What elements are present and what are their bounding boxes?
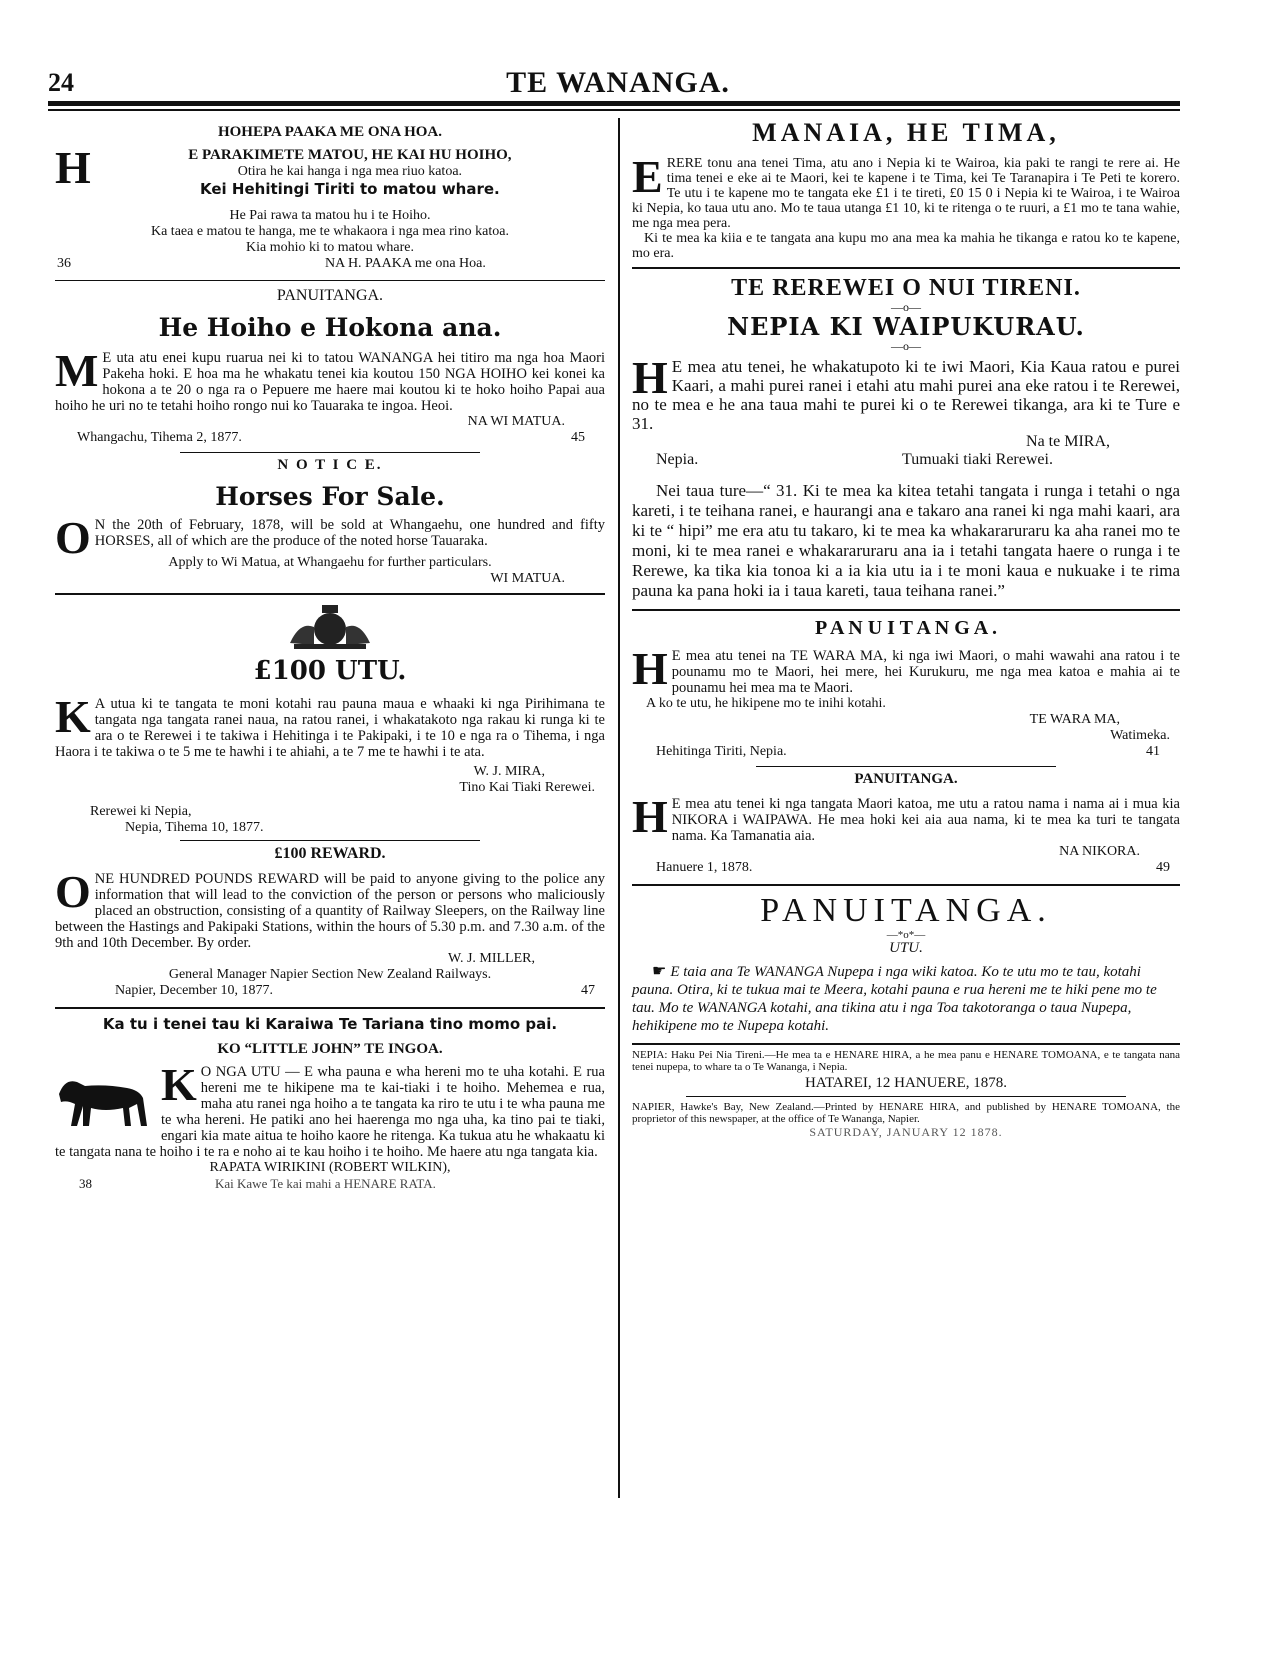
ad-manaia [632,118,1180,261]
ad-date: Hanuere 1, 1878. [656,860,753,875]
ad-signature: General Manager Napier Section New Zealand Railways. [168,967,492,982]
left-column [55,118,605,1194]
ad-line: Kia mohio ki to matou whare. [246,240,414,255]
ad-body: E mea atu tenei na TE WARA MA, ki nga iwi Maori, o mahi wawahi ana ratou i te pounamu mo te Maori, hei mere, hei Kurukuru, me nga mea katoa e mahia ai te pounamu hei mea ma te Maori. [671,648,1180,696]
horse-icon [55,1064,155,1134]
ad-line: He Pai rawa ta matou hu i te Hoiho. [229,208,431,223]
imprint [632,1049,1180,1140]
imprint-date-english: SATURDAY, JANUARY 12 1878. [809,1125,1003,1139]
ad-signature: NA WI MATUA. [467,414,565,429]
divider [55,593,605,595]
ad-title: PANUITANGA. [854,771,958,787]
header-rule-thin [48,109,1180,111]
ad-headline: He Hoiho e Hokona ana. [158,313,502,342]
royal-crest-icon [280,601,380,651]
ad-signature: W. J. MIRA, [473,764,545,779]
ad-rerewei [632,275,1180,601]
ad-number: 47 [581,983,595,998]
ad-place: Nepia. [656,451,699,468]
ad-title: N O T I C E. [277,457,383,473]
ad-notice-horses [55,457,605,587]
ad-signature: Na te MIRA, [1026,433,1110,450]
ad-little-john [55,1015,605,1194]
ad-title: PANUITANGA. [760,892,1052,929]
ad-body: E uta atu enei kupu ruarua nei ki to tatou WANANGA hei titiro ma nga hoa Maori Pakeha hoki. E hoa ma he whakatu tenei kia koutou 150 NGA HOIHO kei konei ka hokona a te 20 o nga ra o Pepuere me haere mai koutou ki te hoko hoiho Papai aua hoiho he uri no te tetahi hoiho rongo nui ko Tauaraka te ingoa. Heoi. [55,350,605,414]
divider [632,609,1180,611]
ad-title: HOHEPA PAAKA ME ONA HOA. [217,124,443,140]
column-divider [618,118,620,1498]
ad-place: Hehitinga Tiriti, Nepia. [656,744,787,759]
ad-signature: TE WARA MA, [1029,712,1120,727]
dropcap: O [55,512,91,563]
ad-reward-maori [55,601,605,836]
ad-title: TE REREWEI O NUI TIRENI. [731,275,1081,301]
header-rule-thick [48,101,1180,106]
divider [180,452,480,453]
ad-title: Ka tu i tenei tau ki Karaiwa Te Tariana tino momo pai. [102,1015,558,1033]
ad-signature: NA NIKORA. [1059,844,1140,859]
ad-signature: Tumuaki tiaki Rerewei. [902,451,1053,468]
ad-title: MANAIA, HE TIMA, [752,118,1060,147]
ad-date: Nepia, Tihema 10, 1877. [125,820,264,835]
ad-number: 38 [79,1176,92,1191]
ad-number: 36 [57,256,71,271]
ad-reward-english [55,845,605,1001]
ad-body: A ko te utu, he hikipene mo te inihi kotahi. [646,696,886,711]
ad-body: O NGA UTU — E wha pauna e wha hereni mo te uha kotahi. E rua hereni me te hikipene ma te kai-tiaki i te hoiho. Mehemea e rua, maha atu ranei nga hoiho a te tangata ka riro te utu i te wha pauna me te wha hereni. He patiki ano hei haerenga mo nga uha, ka tino pai te tiaki, engari kia mate aitua te hoiho kaore he ritenga. Ka tukua atu he whakaatu ki te tangata nana te hoiho i te ra e noho ai te kau hoiho i te hoiho. Me haere atu nga tangata kia. [55,1064,605,1160]
ad-hohepa-paaka [55,124,605,274]
divider [756,766,1056,767]
divider [55,280,605,281]
ad-subtitle: KO “LITTLE JOHN” TE INGOA. [217,1041,443,1057]
divider [180,840,480,841]
ad-apply: Apply to Wi Matua, at Whangaehu for further particulars. [168,555,492,570]
ad-headline: Horses For Sale. [215,482,445,511]
ad-subtitle: NEPIA KI WAIPUKURAU. [727,312,1085,341]
separator: —o— [891,339,921,353]
ad-line: Otira he kai hanga i nga mea riuo katoa. [237,164,463,179]
ad-title: P A N U I T A N G A . [814,617,998,639]
ad-panuitanga-nikora [632,771,1180,878]
ad-subtitle: UTU. [889,940,923,956]
divider [632,1043,1180,1045]
ad-signature: NA H. PAAKA me ona Hoa. [325,256,486,271]
ad-body: A utua ki te tangata te moni kotahi rau pauna maua e whaaki ki nga Pirihimana te tangata nga tangata ranei naua, na ratou ranei, i whakatakoto nga rakau ki runga ki te ara o te Rerewei i te takiwa i Hehitinga i te Pakipaki, i te 10 e nga ra o Tihema, i nga Haora i te takiwa o te 5 me te hawhi i te ahiahi, a te 7 me te hawhi i te ata. [55,696,605,760]
subscription-notice [632,892,1180,1035]
divider [632,884,1180,886]
page-number: 24 [48,68,74,97]
page-header [48,60,1178,100]
imprint-date: HATAREI, 12 HANUERE, 1878. [804,1075,1008,1091]
ad-date: Whangachu, Tihema 2, 1877. [77,430,242,445]
ad-signature: Watimeka. [1110,728,1170,743]
dropcap: O [55,866,91,917]
dropcap: H [55,142,91,193]
ad-body: E mea atu tenei ki nga tangata Maori katoa, me utu a ratou nama i nama ai i mua kia NIKORA i WAIPAWA. He mea hoki kei aia aua nama, ki te mea ka turi te tangata nama. Ka Tamanatia aia. [671,796,1180,844]
right-column [632,118,1180,1140]
imprint-maori: NEPIA: Haku Pei Nia Tireni.—He mea ta e HENARE HIRA, a he mea panu e HENARE TOMOANA, e te tangata nana tenei nupepa, to whare ta o Te Wananga, i Nepia. [632,1049,1180,1073]
ad-line: E PARAKIMETE MATOU, HE KAI HU HOIHO, [188,147,512,163]
separator: —o— [891,300,921,314]
ad-signature: Kai Kawe Te kai mahi a HENARE RATA. [215,1176,436,1191]
ad-body: Ki te mea ka kiia e te tangata ana kupu mo ana mea ka mahia he tikanga e ratou ko te kapene, mo era. [632,231,1180,261]
divider [632,267,1180,269]
dropcap: K [161,1059,197,1110]
ad-body: NE HUNDRED POUNDS REWARD will be paid to anyone giving to the police any information that will lead to the conviction of the person or persons who maliciously placed an obstruction, consisting of a quantity of Railway Sleepers, on the Railway line between the Hastings and Pakipaki Stations, within the hours of 5.30 p.m. and 7.30 a.m. of the 9th and 10th December. By order. [55,871,605,951]
imprint-english: NAPIER, Hawke's Bay, New Zealand.—Printed by HENARE HIRA, and published by HENARE TOMOANA, the proprietor of this newspaper, at the office of Te Wananga, Napier. [632,1101,1180,1125]
divider [55,1007,605,1009]
dropcap: M [55,345,99,396]
ad-body: RERE tonu ana tenei Tima, atu ano i Nepia ki te Wairoa, kia paki te rangi te rere ai. He tima tenei e eke ai te Maori, kei te kapene i te Tima, kei Te Taranapira i Te Peti te korero. Te utu i te kapene mo te tangata eke £1 i te tireti, £0 15 0 i Nepia ki te Wairoa, i te Wairoa ki Nepia, ko taua utu ano. Mo te taua utanga £1 10, ki te ritenga o te ruuri, a £1 mo te tana wahie, me nga mea pera. [632,156,1180,231]
ad-law-text: Nei taua ture—“ 31. Ki te mea ka kitea tetahi tangata i runga i tetahi o nga kareti, i te teihana ranei, e haurangi ana e takaro ana ranei ki nga mahi kaari, ara ki te “ hipi” me era atu tu takaro, ki te mea ka whakararuraru ka aha ranei mo te moni, ki te mea ranei e whakararuraru ana ia i tetahi tangata haere o runga i te Rerewe, ka tika kia tonoa ki a ia kia utu ia i te moni kaua e nukuake i te rima pauna ka pana hoki ia i taua kareti, taua teihana ranei.” [632,481,1180,600]
ad-line: Ka taea e matou te hanga, me te whakaora i nga mea rino katoa. [150,224,509,239]
ad-panuitanga-horses [55,287,605,448]
ad-body: E taia ana Te WANANGA Nupepa i nga wiki katoa. Ko te utu mo te tau, kotahi pauna. Otira, ki te tukua mai te Meera, kotahi pauna e rua hereni me te hiki pene mo te tau. Mo te WANANGA kotahi, ana tikina atu i nga Toa takotoranga o taua Nupepa, hehikipene mo te Nupepa kotahi. [632,964,1157,1034]
ad-number: 41 [1146,744,1160,759]
ad-signature: WI MATUA. [490,571,565,586]
dropcap: H [632,643,668,694]
dropcap: K [55,691,91,742]
divider [686,1096,1126,1097]
pointing-hand-icon: ☛ [652,963,667,980]
dropcap: H [632,352,668,403]
ad-title: PANUITANGA. [276,287,384,304]
ad-date: Napier, December 10, 1877. [115,983,274,998]
ad-signature: RAPATA WIRIKINI (ROBERT WILKIN), [209,1160,451,1175]
ad-body: N the 20th of February, 1878, will be sold at Whangaehu, one hundred and fifty HORSES, all of which are the produce of the noted horse Tauaraka. [94,517,605,549]
page-title: TE WANANGA. [506,66,730,99]
dropcap: H [632,791,668,842]
separator: —*o*— [886,929,926,941]
ad-number: 49 [1156,860,1170,875]
ad-panuitanga-pounamu [632,617,1180,762]
ad-line: Kei Hehitingi Tiriti to matou whare. [200,180,500,198]
dropcap: E [632,151,663,202]
ad-signature: W. J. MILLER, [448,951,535,966]
ad-title: £100 REWARD. [274,845,386,862]
ad-headline: £100 UTU. [253,656,407,686]
ad-body: E mea atu tenei, he whakatupoto ki te iwi Maori, Kia Kaua ratou e purei Kaari, a mahi purei ranei i etahi atu mahi purei ana eke ratou i te Rerewei, no te mea e he ana taua mahi te purei ki o te Rerewei tikanga, ara ki te Ture e 31. [632,357,1180,433]
ad-signature: Tino Kai Tiaki Rerewei. [459,780,595,795]
ad-place: Rerewei ki Nepia, [90,804,192,819]
ad-number: 45 [571,430,585,445]
